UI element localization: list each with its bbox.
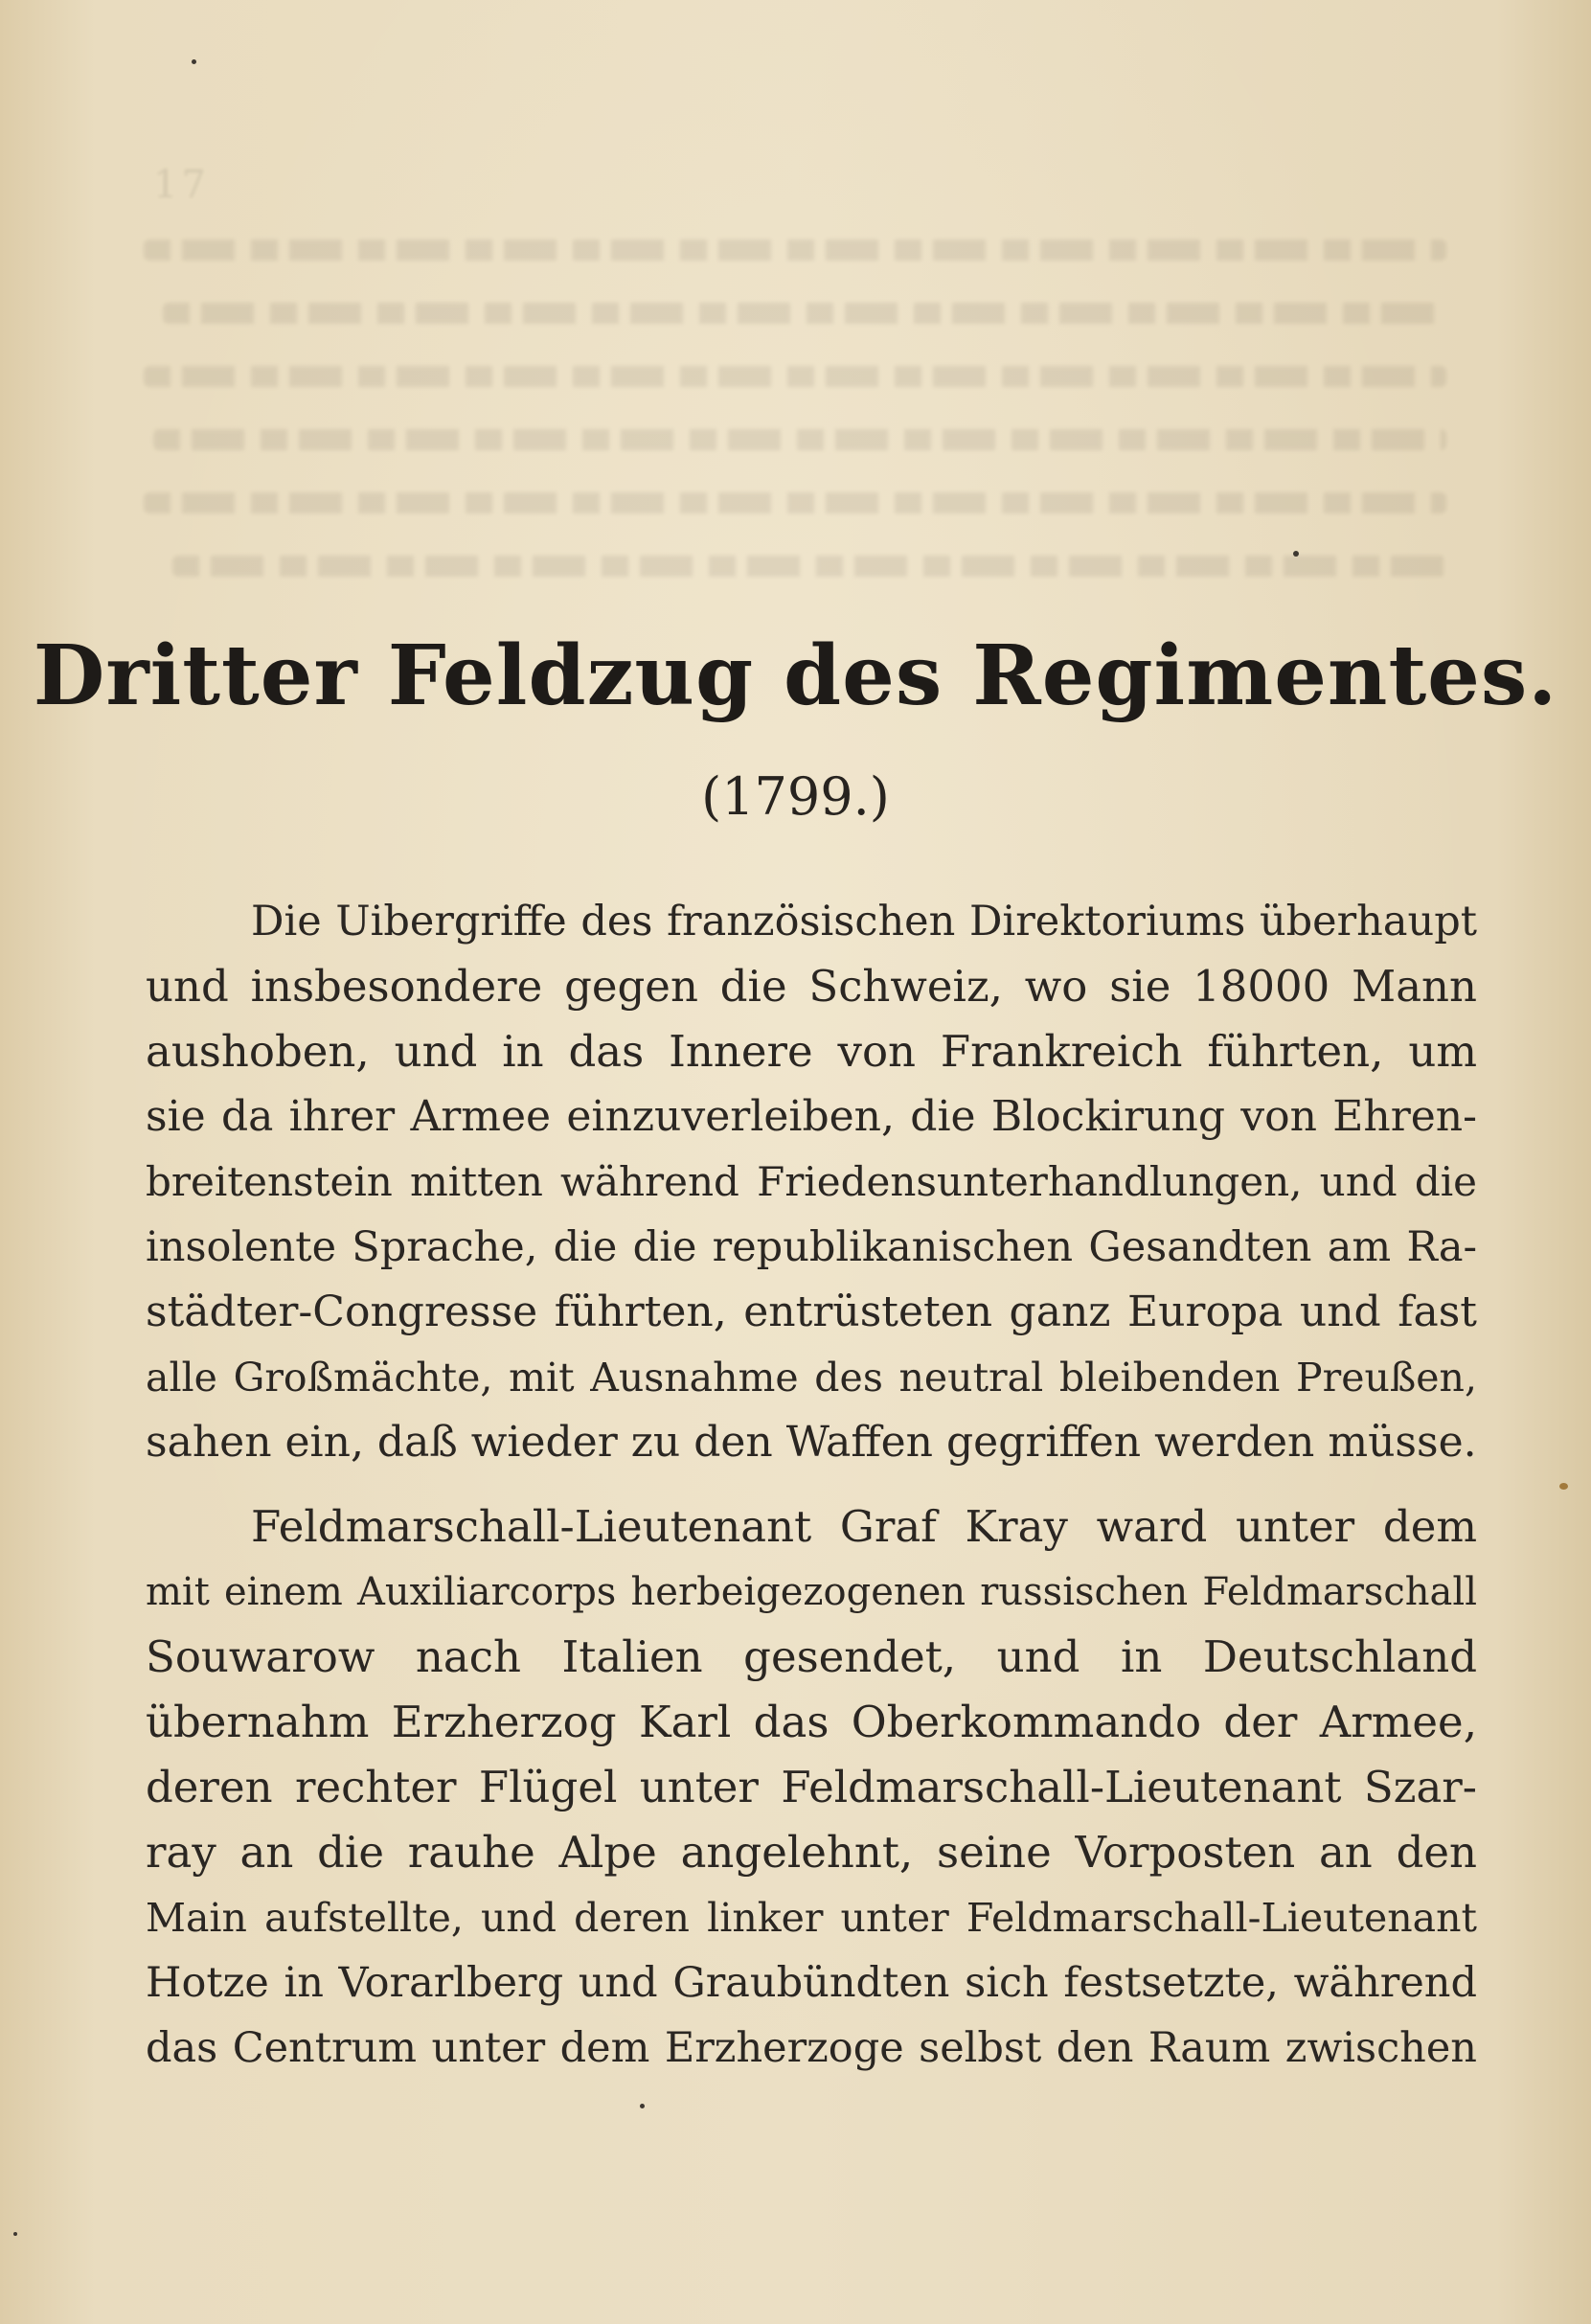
text-line: Souwarow nach Italien gesendet, und in Deutschland [146,1631,1477,1682]
text-line: insolente Sprache, die die republikanischen Gesandten am Ra- [146,1223,1477,1271]
text-line: ray an die rauhe Alpe angelehnt, seine Vorposten an den [146,1827,1477,1878]
text-line: und insbesondere gegen die Schweiz, wo sie 18000 Mann [146,961,1477,1012]
text-line: alle Großmächte, mit Ausnahme des neutral bleibenden Preußen, [146,1355,1477,1401]
page-title: Dritter Feldzug des Regimentes. [33,627,1558,724]
text-line: übernahm Erzherzog Karl das Oberkommando der Armee, [146,1697,1477,1747]
text-line: sahen ein, daß wieder zu den Waffen gegriffen werden müsse. [146,1418,1477,1467]
paragraph-1 [146,889,1477,1475]
text-line: sie da ihrer Armee einzuverleiben, die Blockirung von Ehren- [146,1092,1477,1141]
ink-speck [1559,1483,1568,1490]
text-line: das Centrum unter dem Erzherzoge selbst den Raum zwischen [146,2024,1477,2072]
text-line: Main aufstellte, und deren linker unter Feldmarschall-Lieutenant [146,1895,1477,1941]
text-line: mit einem Auxiliarcorps herbeigezogenen russischen Feldmarschall [146,1570,1477,1614]
text-line: Feldmarschall-Lieutenant Graf Kray ward unter dem [251,1501,1477,1552]
ink-speck [640,2104,645,2108]
ink-speck [13,2232,17,2236]
text-line: Die Uibergriffe des französischen Direktoriums überhaupt [251,898,1477,946]
page-number: 17 [153,163,210,207]
text-line: deren rechter Flügel unter Feldmarschall-Lieutenant Szar- [146,1762,1477,1812]
text-line: städter-Congresse führten, entrüsteten ganz Europa und fast [146,1287,1477,1336]
text-line: Hotze in Vorarlberg und Graubündten sich festsetzte, während [146,1959,1477,2007]
ink-speck [1293,551,1299,557]
bleed-through-text [144,239,1446,642]
year-subtitle: (1799.) [701,766,890,827]
text-line: breitenstein mitten während Friedensunterhandlungen, und die [146,1158,1477,1205]
ink-speck [192,59,196,64]
text-line: aushoben, und in das Innere von Frankreich führten, um [146,1026,1477,1077]
paragraph-2 [146,1494,1477,2081]
